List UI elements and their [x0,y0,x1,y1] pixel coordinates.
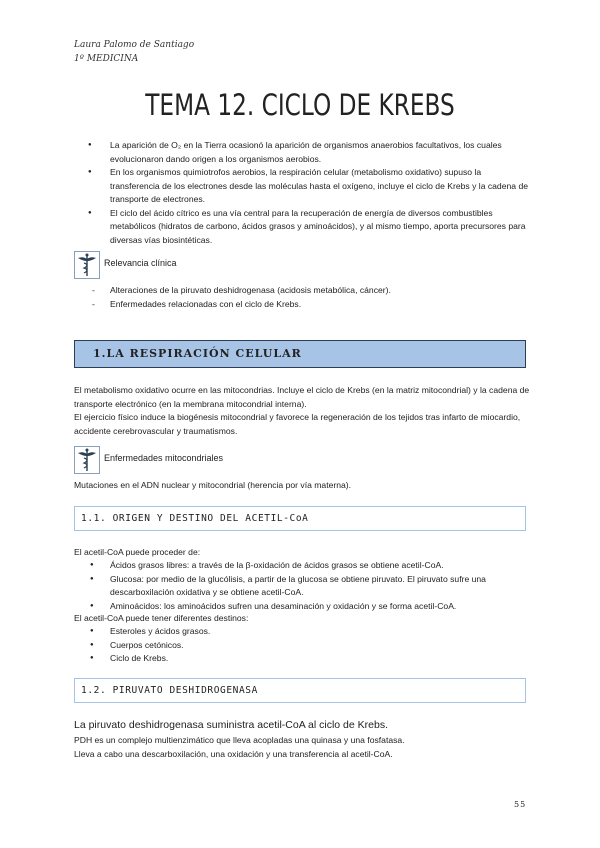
list-item: ● En los organismos quimiotrofos aerobios, la respiración celular (metabolismo oxidativo) supuso la transferencia de los electrones desde las moléculas hasta el oxígeno, incluye el ciclo de Krebs y la cadena de transporte de electrones. [90,166,530,207]
list-item: ● Esteroles y ácidos grasos. [92,625,522,639]
caduceus-icon [74,251,100,279]
list-item: ● Cuerpos cetónicos. [92,639,522,653]
pdh-lead: La piruvato deshidrogenasa suministra acetil-CoA al ciclo de Krebs. [74,719,389,731]
dest-list [92,625,522,666]
section-heading-1-2: 1.2. PIRUVATO DESHIDROGENASA [74,678,526,703]
author-name: Laura Palomo de Santiago [74,40,195,50]
clinical-list [92,284,512,311]
mito-text: Mutaciones en el ADN nuclear y mitocondrial (herencia por vía materna). [74,480,352,490]
section-heading-1: 1.LA RESPIRACIÓN CELULAR [74,340,526,368]
page-title: TEMA 12. CICLO DE KREBS [145,88,455,122]
author-header [74,38,194,66]
caduceus-icon [74,446,100,474]
section1-paragraph: El metabolismo oxidativo ocurre en las mitocondrias. Incluye el ciclo de Krebs (en la matriz mitocondrial) y la cadena de transporte electrónico (en la membrana mitocondrial interna). El ejercicio físico induce la biogénesis mitocondrial y favorece la regeneración de los tejidos tras infarto de miocardio, accidente cerebrovascular y traumatismos. [74,385,530,436]
clinical-label: Relevancia clínica [104,258,177,268]
list-item: ● Aminoácidos: los aminoácidos sufren una desaminación y oxidación y se forma acetil-CoA. [92,600,522,614]
origin-list [92,559,522,613]
course-label: 1º MEDICINA [74,54,139,64]
page-number: 55 [514,800,527,809]
list-item: - Enfermedades relacionadas con el ciclo de Krebs. [92,298,512,312]
mito-label: Enfermedades mitocondriales [104,453,224,463]
list-item: ● El ciclo del ácido cítrico es una vía central para la recuperación de energía de diversos combustibles metabólicos (hidratos de carbono, ácidos grasos y aminoácidos), y al mismo tiempo, aporta precursores para diversas vías biosintéticas. [90,207,530,248]
list-item: ● Ácidos grasos libres: a través de la β-oxidación de ácidos grasos se obtiene acetil-CoA. [92,559,522,573]
pdh-text: PDH es un complejo multienzimático que lleva acopladas una quinasa y una fosfatasa. Lleva a cabo una descarboxilación, una oxidación y una transferencia al acetil-CoA. [74,735,405,759]
intro-list [90,139,530,247]
origin-intro: El acetil-CoA puede proceder de: [74,547,201,557]
section-heading-1-1: 1.1. ORIGEN Y DESTINO DEL ACETIL-CoA [74,506,526,531]
list-item: ● Ciclo de Krebs. [92,652,522,666]
list-item: - Alteraciones de la piruvato deshidrogenasa (acidosis metabólica, cáncer). [92,284,512,298]
list-item: ● Glucosa: por medio de la glucólisis, a partir de la glucosa se obtiene piruvato. El piruvato sufre una descarboxilación oxidativa y se obtiene acetil-CoA. [92,573,522,600]
list-item: ● La aparición de O₂ en la Tierra ocasionó la aparición de organismos anaerobios facultativos, los cuales evolucionaron dando origen a los organismos aerobios. [90,139,530,166]
dest-intro: El acetil-CoA puede tener diferentes destinos: [74,613,249,623]
